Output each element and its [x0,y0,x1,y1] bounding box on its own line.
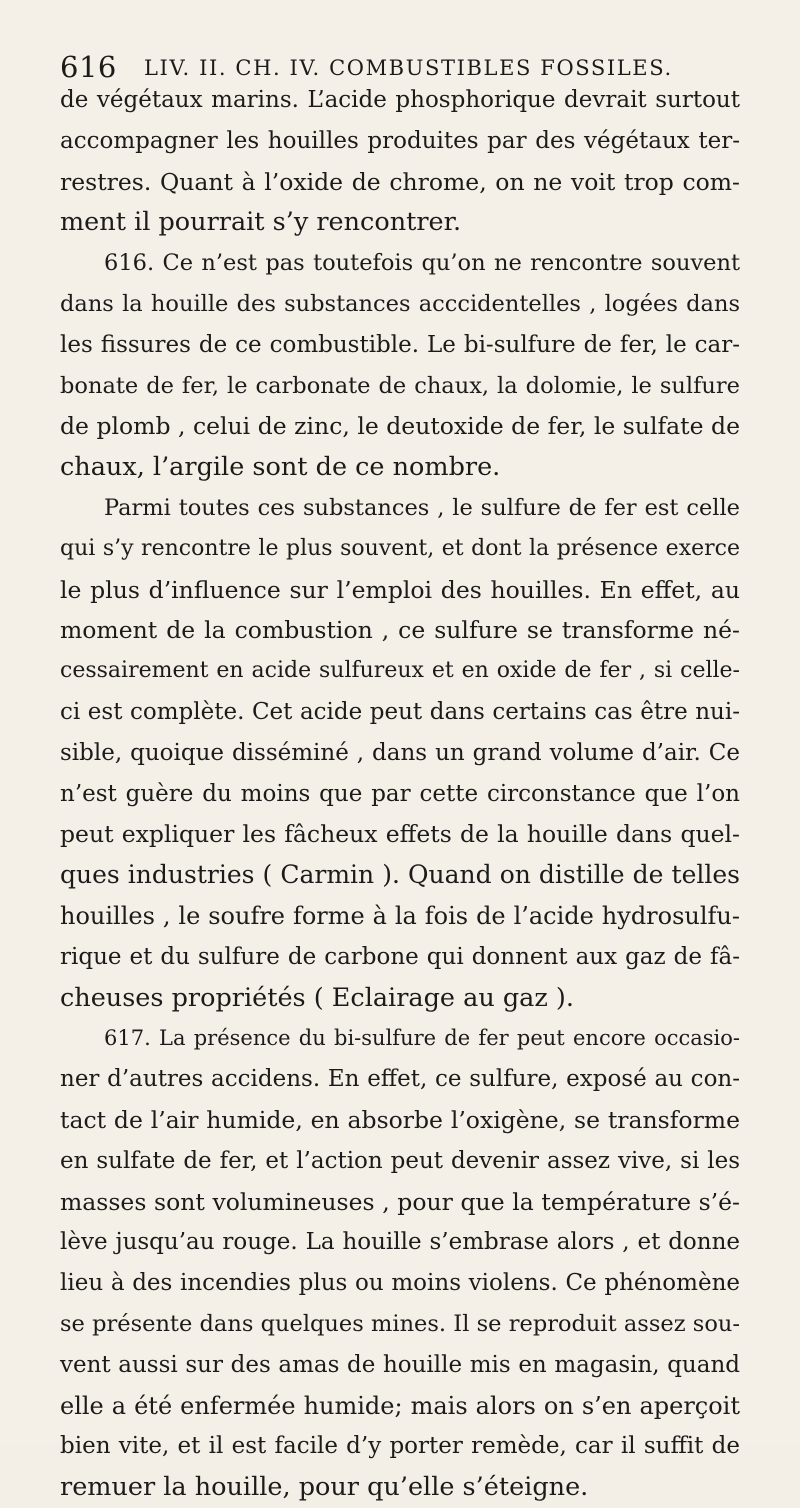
text-line: de plomb , celui de zinc, le deutoxide de fer, le sulfate de [60,412,740,441]
text-line: 616. Ce n’est pas toutefois qu’on ne rencontre souvent [104,250,740,277]
text-line: Parmi toutes ces substances , le sulfure de fer est celle [104,494,740,521]
text-line: ment il pourrait s’y rencontrer. [60,207,462,238]
text-line: 617. La présence du bi-sulfure de fer peut encore occasio- [104,1026,740,1051]
text-line: moment de la combustion , ce sulfure se transforme né- [60,616,740,645]
page-number: 616 [60,50,117,84]
text-line: restres. Quant à l’oxide de chrome, on ne voit trop com- [60,167,740,196]
text-line: dans la houille des substances acccidentelles , logées dans [60,290,740,317]
text-line: se présente dans quelques mines. Il se reproduit assez sou- [60,1310,740,1337]
body-text [60,80,740,1508]
text-line: bonate de fer, le carbonate de chaux, la dolomie, le sulfure [60,372,740,399]
text-line: les fissures de ce combustible. Le bi-sulfure de fer, le car- [60,331,740,358]
text-line: bien vite, et il est facile d’y porter remède, car il suffit de [60,1433,740,1460]
text-line: ci est complète. Cet acide peut dans certains cas être nui- [60,698,740,725]
text-line: lieu à des incendies plus ou moins violens. Ce phénomène [60,1270,740,1297]
text-line: masses sont volumineuses , pour que la température s’é- [60,1187,740,1216]
text-line: n’est guère du moins que par cette circonstance que l’on [60,780,740,807]
text-line: cessairement en acide sulfureux et en oxide de fer , si celle- [60,658,740,684]
text-line: cheuses propriétés ( Eclairage au gaz ). [60,982,574,1013]
text-line: peut expliquer les fâcheux effets de la houille dans quel- [60,820,740,849]
text-line: remuer la houille, pour qu’elle s’éteigne. [60,1472,589,1503]
text-line: ques industries ( Carmin ). Quand on distille de telles [60,860,740,890]
text-line: houilles , le soufre forme à la fois de l’acide hydrosulfu- [60,901,740,930]
text-line: lève jusqu’au rouge. La houille s’embrase alors , et donne [60,1229,740,1256]
text-line: sible, quoique disséminé , dans un grand volume d’air. Ce [60,739,740,766]
text-line: chaux, l’argile sont de ce nombre. [60,452,501,483]
text-line: elle a été enfermée humide; mais alors on s’en aperçoit [60,1391,740,1420]
running-head: LIV. II. CH. IV. COMBUSTIBLES FOSSILES. [144,56,673,80]
text-line: rique et du sulfure de carbone qui donnent aux gaz de fâ- [60,943,740,970]
text-line: en sulfate de fer, et l’action peut devenir assez vive, si les [60,1147,740,1174]
text-line: vent aussi sur des amas de houille mis en magasin, quand [60,1351,740,1378]
text-line: qui s’y rencontre le plus souvent, et dont la présence exerce [60,535,740,561]
text-line: de végétaux marins. L’acide phosphorique devrait surtout [60,87,740,113]
text-line: tact de l’air humide, en absorbe l’oxigène, se transforme [60,1105,740,1134]
text-line: accompagner les houilles produites par des végétaux ter- [60,127,740,154]
text-line: le plus d’influence sur l’emploi des houilles. En effet, au [60,575,740,604]
text-line: ner d’autres accidens. En effet, ce sulfure, exposé au con- [60,1066,740,1093]
